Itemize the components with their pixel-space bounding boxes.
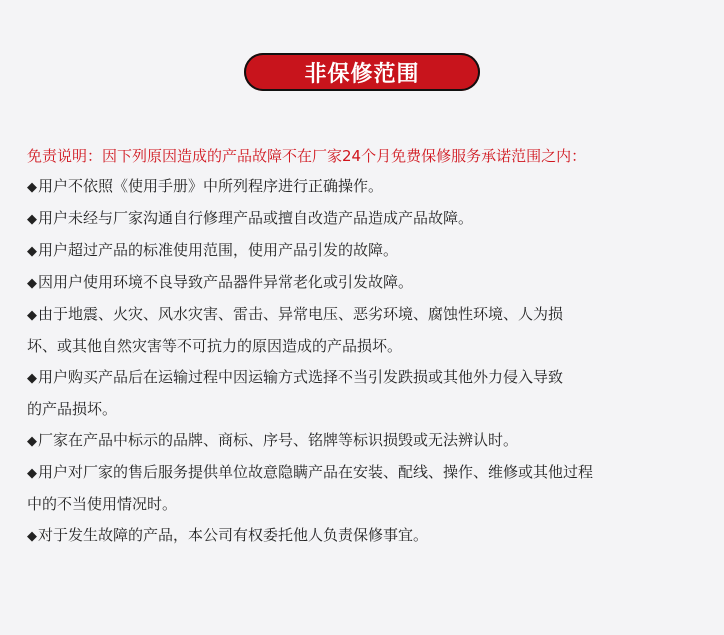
list-item bbox=[27, 457, 707, 489]
list-item bbox=[27, 425, 707, 457]
item-text: 的产品损坏。 bbox=[27, 400, 118, 418]
item-text: 用户不依照《使用手册》中所列程序进行正确操作。 bbox=[38, 177, 384, 195]
list-item-continuation bbox=[27, 394, 707, 425]
item-text: 由于地震、火灾、风水灾害、雷击、异常电压、恶劣环境、腐蚀性环境、人为损 bbox=[38, 305, 564, 323]
list-item bbox=[27, 299, 707, 331]
diamond-bullet-icon: ◆ bbox=[27, 180, 37, 195]
diamond-bullet-icon: ◆ bbox=[27, 276, 37, 291]
diamond-bullet-icon: ◆ bbox=[27, 529, 37, 544]
list-item bbox=[27, 171, 707, 203]
disclaimer-intro: 免责说明：因下列原因造成的产品故障不在厂家24个月免费保修服务承诺范围之内： bbox=[27, 147, 587, 165]
list-item bbox=[27, 203, 707, 235]
diamond-bullet-icon: ◆ bbox=[27, 371, 37, 386]
page-title: 非保修范围 bbox=[244, 53, 480, 91]
list-item-continuation bbox=[27, 331, 707, 362]
list-item bbox=[27, 520, 707, 552]
item-text: 用户对厂家的售后服务提供单位故意隐瞒产品在安装、配线、操作、维修或其他过程 bbox=[38, 463, 594, 481]
item-text: 用户购买产品后在运输过程中因运输方式选择不当引发跌损或其他外力侵入导致 bbox=[38, 368, 564, 386]
disclaimer-content bbox=[27, 143, 707, 552]
list-item bbox=[27, 235, 707, 267]
item-text: 因用户使用环境不良导致产品器件异常老化或引发故障。 bbox=[38, 273, 414, 291]
title-wrapper bbox=[0, 53, 724, 91]
diamond-bullet-icon: ◆ bbox=[27, 212, 37, 227]
diamond-bullet-icon: ◆ bbox=[27, 466, 37, 481]
list-item-continuation bbox=[27, 489, 707, 520]
item-text: 对于发生故障的产品，本公司有权委托他人负责保修事宜。 bbox=[38, 526, 429, 544]
item-text: 用户超过产品的标准使用范围，使用产品引发的故障。 bbox=[38, 241, 399, 259]
diamond-bullet-icon: ◆ bbox=[27, 434, 37, 449]
item-text: 坏、或其他自然灾害等不可抗力的原因造成的产品损坏。 bbox=[27, 337, 403, 355]
diamond-bullet-icon: ◆ bbox=[27, 244, 37, 259]
list-item bbox=[27, 362, 707, 394]
item-text: 中的不当使用情况时。 bbox=[27, 495, 178, 513]
item-text: 厂家在产品中标示的品牌、商标、序号、铭牌等标识损毁或无法辨认时。 bbox=[38, 431, 519, 449]
list-item bbox=[27, 267, 707, 299]
item-text: 用户未经与厂家沟通自行修理产品或擅自改造产品造成产品故障。 bbox=[38, 209, 474, 227]
diamond-bullet-icon: ◆ bbox=[27, 308, 37, 323]
